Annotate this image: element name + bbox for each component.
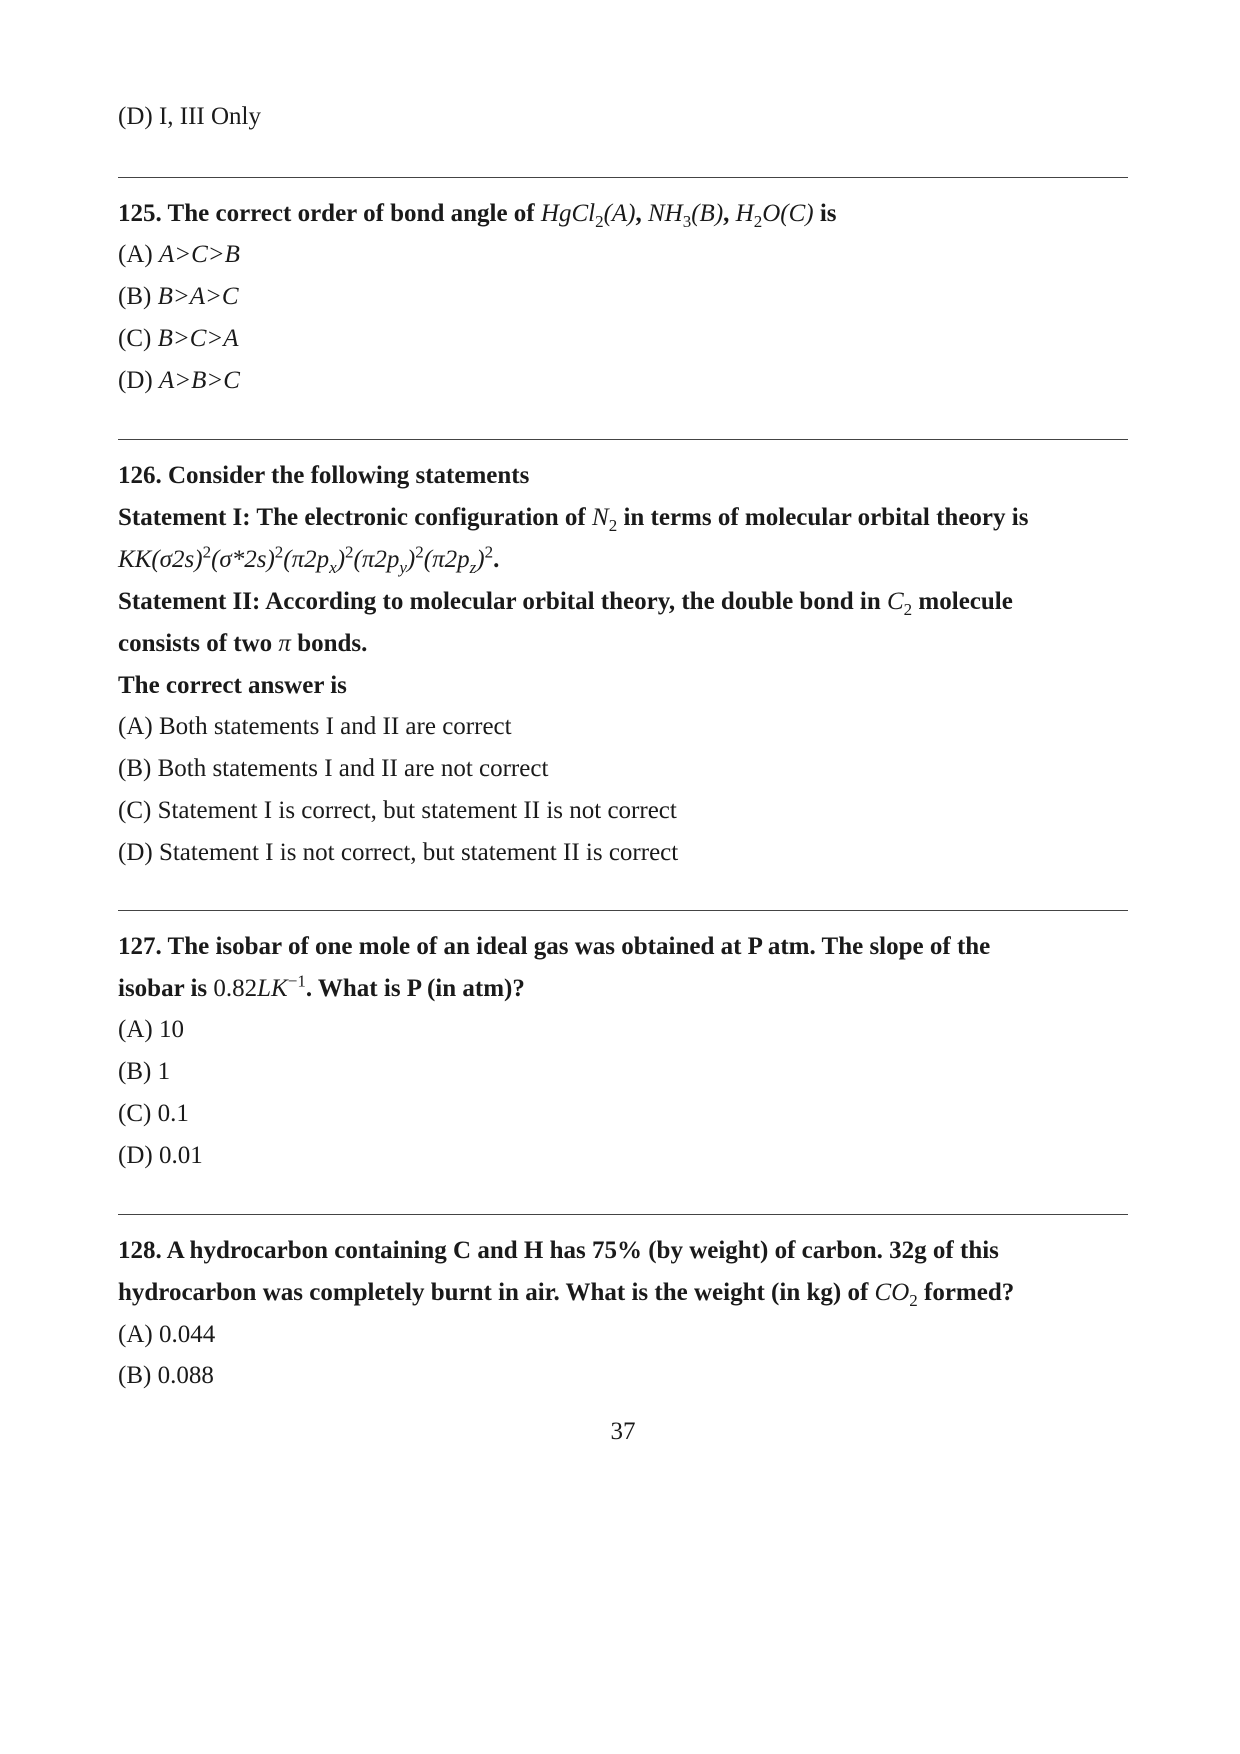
question-126-mo-configuration: $KK(\sigma 2s)^2(\sigma*2s)^2(\pi 2p_x)^2(\pi 2p_y)^2(\pi 2p_z)^2$. <box>118 542 500 577</box>
divider <box>118 910 1128 911</box>
question-128-option-a: (A) 0.044 <box>118 1321 216 1348</box>
page-number: 37 <box>610 1418 636 1445</box>
question-126-title: 126. Consider the following statements <box>118 462 530 489</box>
question-126-option-b: (B) Both statements I and II are not correct <box>118 755 549 782</box>
question-127-option-d: (D) 0.01 <box>118 1142 203 1169</box>
divider <box>118 1214 1128 1215</box>
question-128-title-cont: hydrocarbon was completely burnt in air. What is the weight (in kg) of $CO_2$ formed? <box>118 1279 1015 1310</box>
question-126-statement-1: Statement I: The electronic configuration of $N_2$ in terms of molecular orbital theory is <box>118 504 1029 535</box>
divider <box>118 177 1128 178</box>
question-127-title-cont: isobar is $0.82LK^{-1}$. What is P (in atm)? <box>118 971 525 1002</box>
question-127-option-b: (B) 1 <box>118 1058 171 1085</box>
question-127-title: 127. The isobar of one mole of an ideal gas was obtained at P atm. The slope of the <box>118 933 991 960</box>
question-125-option-b: (B) B>A>C <box>118 283 239 310</box>
question-128-option-b: (B) 0.088 <box>118 1362 214 1389</box>
question-127-option-c: (C) 0.1 <box>118 1100 189 1127</box>
question-126-statement-2: Statement II: According to molecular orbital theory, the double bond in $C_2$ molecule <box>118 588 1013 619</box>
question-126-option-d: (D) Statement I is not correct, but statement II is correct <box>118 839 679 866</box>
question-126-option-c: (C) Statement I is correct, but statement II is not correct <box>118 797 677 824</box>
question-125-option-d: (D) A>B>C <box>118 367 240 394</box>
question-125-option-a: (A) A>C>B <box>118 241 240 268</box>
prev-option-d: (D) I, III Only <box>118 103 262 130</box>
question-126-prompt: The correct answer is <box>118 672 347 699</box>
question-127-option-a: (A) 10 <box>118 1016 184 1043</box>
divider <box>118 439 1128 440</box>
question-125-title: 125. The correct order of bond angle of HgCl$_2$(A), $NH_3(B)$, $H_2O(C)$ is <box>118 200 837 231</box>
question-125-option-c: (C) B>C>A <box>118 325 239 352</box>
question-126-statement-2-cont: consists of two π bonds. <box>118 630 368 657</box>
question-128-title: 128. A hydrocarbon containing C and H has 75% (by weight) of carbon. 32g of this <box>118 1237 999 1264</box>
question-126-option-a: (A) Both statements I and II are correct <box>118 713 512 740</box>
